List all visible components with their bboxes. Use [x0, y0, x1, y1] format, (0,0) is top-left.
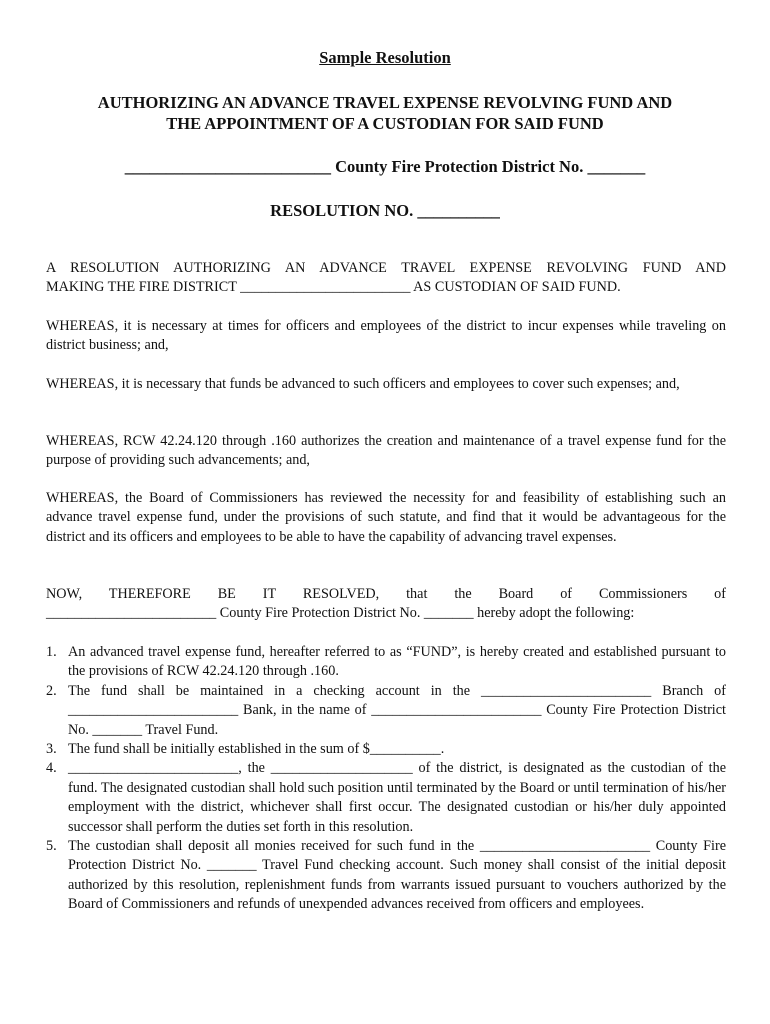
- list-item-number: 5.: [46, 838, 57, 855]
- whereas-paragraph-3: WHEREAS, RCW 42.24.120 through .160 authorizes the creation and maintenance of a travel expense fund for the purpose of providing such advancements; and,: [46, 433, 726, 469]
- list-item: [46, 837, 726, 915]
- list-item-number: 2.: [46, 682, 57, 699]
- list-item-number: 4.: [46, 760, 57, 777]
- resolution-number: RESOLUTION NO. __________: [270, 201, 500, 220]
- list-item: [46, 643, 726, 682]
- now-therefore-paragraph: [46, 585, 726, 624]
- sample-title: Sample Resolution: [319, 48, 451, 67]
- numbered-list: [46, 643, 726, 915]
- now-line-2: ________________________ County Fire Protection District No. _______ hereby adopt the following:: [46, 605, 635, 622]
- list-item: [46, 759, 726, 837]
- whereas-paragraph-4: WHEREAS, the Board of Commissioners has reviewed the necessity for and feasibility of establishing such an advance travel expense fund, under the provisions of such statute, and find that it would be advantageous for the district and its officers and employees to be able to have the capability of advancing travel expenses.: [46, 490, 726, 545]
- list-item-text: An advanced travel expense fund, hereafter referred to as “FUND”, is hereby created and established pursuant to the provisions of RCW 42.24.120 through .160.: [68, 644, 726, 680]
- district-line: _________________________ County Fire Protection District No. _______: [124, 157, 646, 176]
- list-item-text: The custodian shall deposit all monies received for such fund in the ________________________ County Fire Protection District No. _______ Travel Fund checking account. Such money shall consist of the initial deposit authorized by this resolution, replenishment funds from warrants issued pursuant to vouchers authorized by the Board of Commissioners and refunds of unexpended advances received from officers and employees.: [68, 838, 726, 913]
- list-item-number: 3.: [46, 741, 57, 758]
- whereas-paragraph-1: WHEREAS, it is necessary at times for officers and employees of the district to incur expenses while traveling on district business; and,: [46, 318, 726, 354]
- list-item-text: The fund shall be maintained in a checking account in the ________________________ Branch of ________________________ Bank, in the name of ________________________ County Fire Protection District No. _______ Travel Fund.: [68, 682, 726, 738]
- intro-paragraph: [46, 259, 726, 298]
- intro-line-2: MAKING THE FIRE DISTRICT ________________________ AS CUSTODIAN OF SAID FUND.: [46, 279, 621, 296]
- intro-line-1: A RESOLUTION AUTHORIZING AN ADVANCE TRAVEL EXPENSE REVOLVING FUND AND: [46, 260, 726, 276]
- list-item: [46, 740, 726, 759]
- resolution-title: [0, 92, 770, 134]
- whereas-paragraph-2: WHEREAS, it is necessary that funds be advanced to such officers and employees to cover such expenses; and,: [46, 376, 680, 392]
- title-line-1: AUTHORIZING AN ADVANCE TRAVEL EXPENSE REVOLVING FUND AND: [97, 93, 673, 112]
- list-item-text: ________________________, the ____________________ of the district, is designated as the custodian of the fund. The designated custodian shall hold such position until terminated by the Board or until termination of his/her employment with the district, whichever shall first occur. The designated custodian or his/her duly appointed successor shall perform the duties set forth in this resolution.: [68, 760, 726, 835]
- now-line-1: NOW, THEREFORE BE IT RESOLVED, that the Board of Commissioners of: [46, 586, 726, 602]
- list-item-text: The fund shall be initially established in the sum of $__________.: [68, 741, 445, 758]
- list-item: [46, 682, 726, 740]
- list-item-number: 1.: [46, 644, 57, 660]
- title-line-2: THE APPOINTMENT OF A CUSTODIAN FOR SAID FUND: [166, 114, 604, 133]
